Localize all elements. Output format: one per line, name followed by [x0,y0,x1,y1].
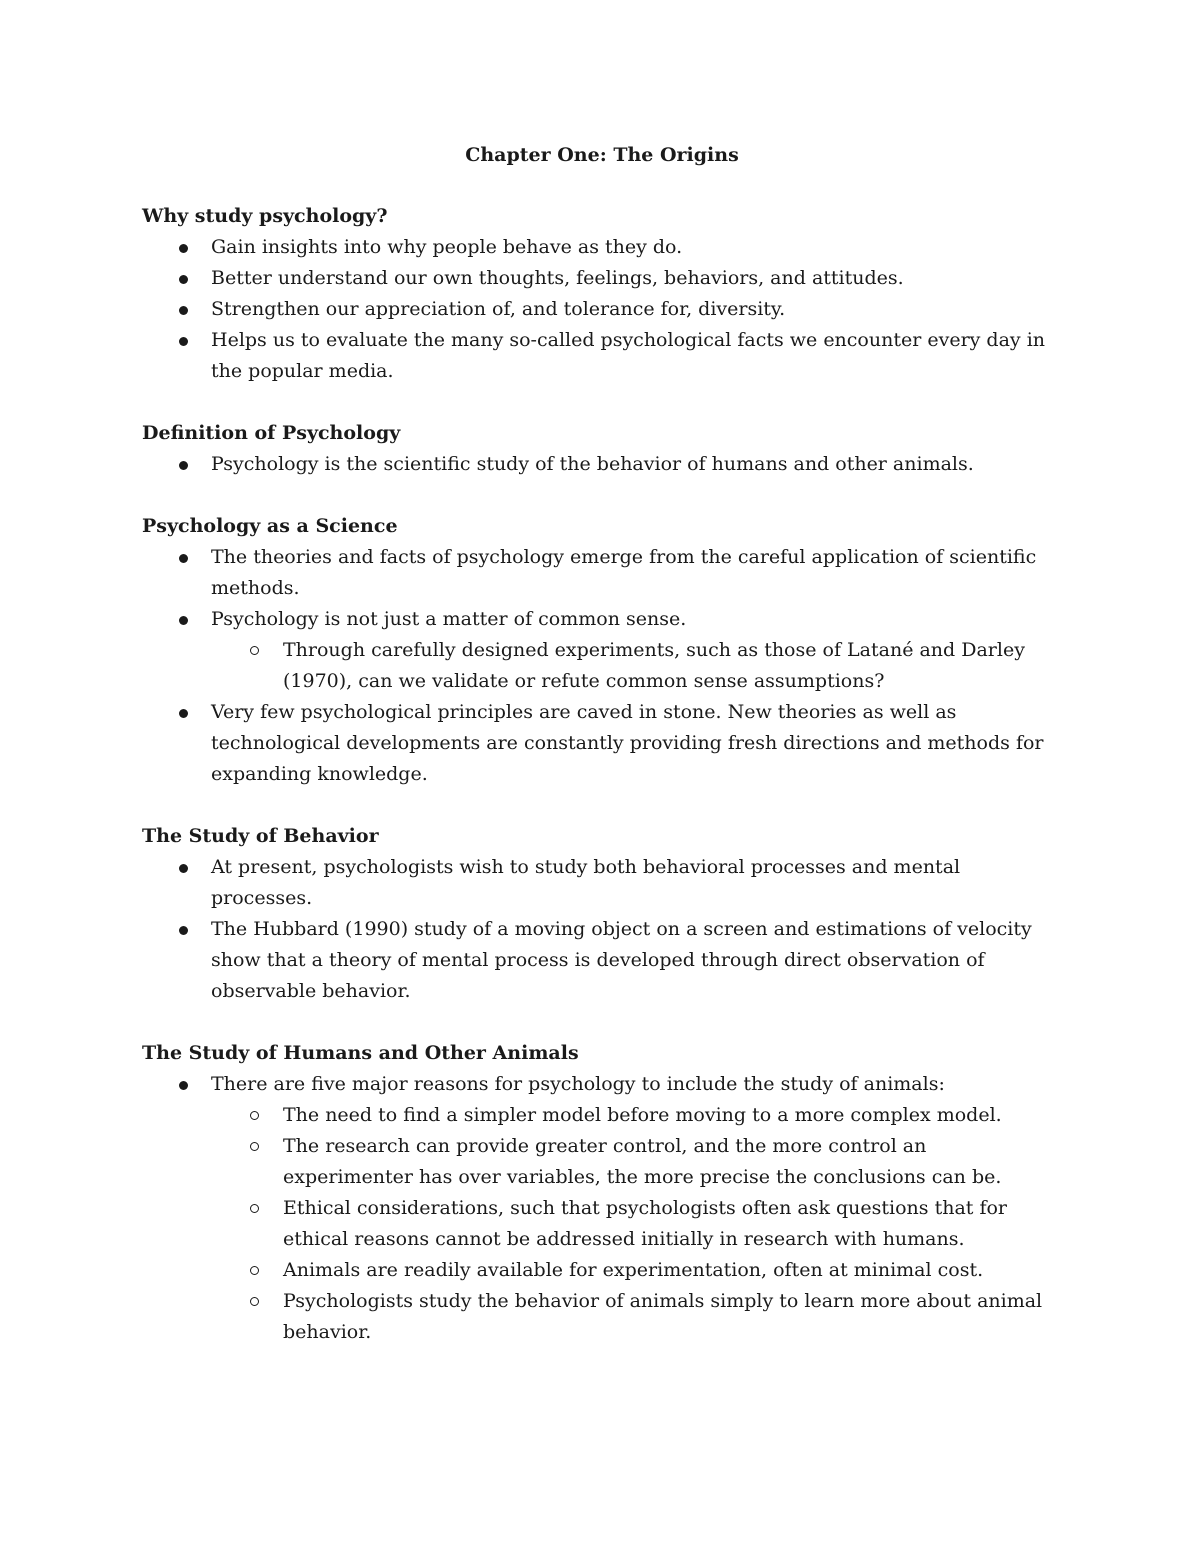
filled-circle-bullet-icon [179,244,188,253]
list-item [142,325,1062,387]
filled-circle-bullet-icon [179,864,188,873]
list-item-text: The research can provide greater control, and the more control an experimenter has over variables, the more precise the conclusions can be. [283,1135,1002,1188]
section-heading: Psychology as a Science [142,515,398,537]
list-item [142,263,1062,294]
list-item [142,697,1062,790]
list-item-text: Gain insights into why people behave as they do. [211,236,683,258]
filled-circle-bullet-icon [179,616,188,625]
list-item-text: Helps us to evaluate the many so-called psychological facts we encounter every day in the popular media. [211,329,1046,382]
document-body [142,201,1062,1348]
list-item-text: Very few psychological principles are caved in stone. New theories as well as technological developments are constantly providing fresh directions and methods for expanding knowledge. [211,701,1044,785]
list-item [142,852,1062,914]
section [142,821,1062,1007]
hollow-circle-bullet-icon [250,1111,259,1120]
list-item-text: The need to find a simpler model before moving to a more complex model. [283,1104,1002,1126]
sub-list-item [142,635,1062,697]
section-heading: Definition of Psychology [142,422,401,444]
hollow-circle-bullet-icon [250,1297,259,1306]
sub-list-item [142,1100,1062,1131]
list-item [142,542,1062,604]
page-title: Chapter One: The Origins [465,144,739,166]
filled-circle-bullet-icon [179,461,188,470]
section [142,511,1062,790]
list-item [142,1069,1062,1100]
list-item [142,232,1062,263]
filled-circle-bullet-icon [179,709,188,718]
sub-list-item [142,1193,1062,1255]
list-item [142,294,1062,325]
list-item-text: At present, psychologists wish to study both behavioral processes and mental processes. [211,856,961,909]
list-item-text: Strengthen our appreciation of, and tolerance for, diversity. [211,298,786,320]
sub-list-item [142,1255,1062,1286]
list-item-text: The theories and facts of psychology emerge from the careful application of scientific methods. [211,546,1037,599]
hollow-circle-bullet-icon [250,1266,259,1275]
list-item-text: Through carefully designed experiments, such as those of Latané and Darley (1970), can we validate or refute common sense assumptions? [283,639,1025,692]
filled-circle-bullet-icon [179,926,188,935]
list-item-text: Psychologists study the behavior of animals simply to learn more about animal behavior. [283,1290,1043,1343]
list-item-text: Psychology is not just a matter of common sense. [211,608,687,630]
sub-list-item [142,1131,1062,1193]
list-item [142,449,1062,480]
bullet-list [142,542,1062,790]
hollow-circle-bullet-icon [250,1142,259,1151]
section [142,1038,1062,1348]
bullet-list [142,232,1062,387]
section-heading: The Study of Behavior [142,825,379,847]
document-page [142,140,1062,1379]
list-item [142,914,1062,1007]
hollow-circle-bullet-icon [250,646,259,655]
list-item-text: Psychology is the scientific study of the behavior of humans and other animals. [211,453,974,475]
filled-circle-bullet-icon [179,306,188,315]
sub-list-item [142,1286,1062,1348]
filled-circle-bullet-icon [179,1081,188,1090]
hollow-circle-bullet-icon [250,1204,259,1213]
filled-circle-bullet-icon [179,554,188,563]
bullet-list [142,852,1062,1007]
list-item-text: Better understand our own thoughts, feelings, behaviors, and attitudes. [211,267,904,289]
section [142,418,1062,480]
list-item-text: The Hubbard (1990) study of a moving object on a screen and estimations of velocity show that a theory of mental process is developed through direct observation of observable behavior. [211,918,1032,1002]
filled-circle-bullet-icon [179,275,188,284]
list-item-text: Animals are readily available for experimentation, often at minimal cost. [283,1259,984,1281]
bullet-list [142,449,1062,480]
list-item-text: Ethical considerations, such that psychologists often ask questions that for ethical reasons cannot be addressed initially in research with humans. [283,1197,1008,1250]
section [142,201,1062,387]
section-heading: The Study of Humans and Other Animals [142,1042,579,1064]
list-item [142,604,1062,635]
list-item-text: There are five major reasons for psychology to include the study of animals: [211,1073,945,1095]
filled-circle-bullet-icon [179,337,188,346]
bullet-list [142,1069,1062,1348]
section-heading: Why study psychology? [142,205,388,227]
